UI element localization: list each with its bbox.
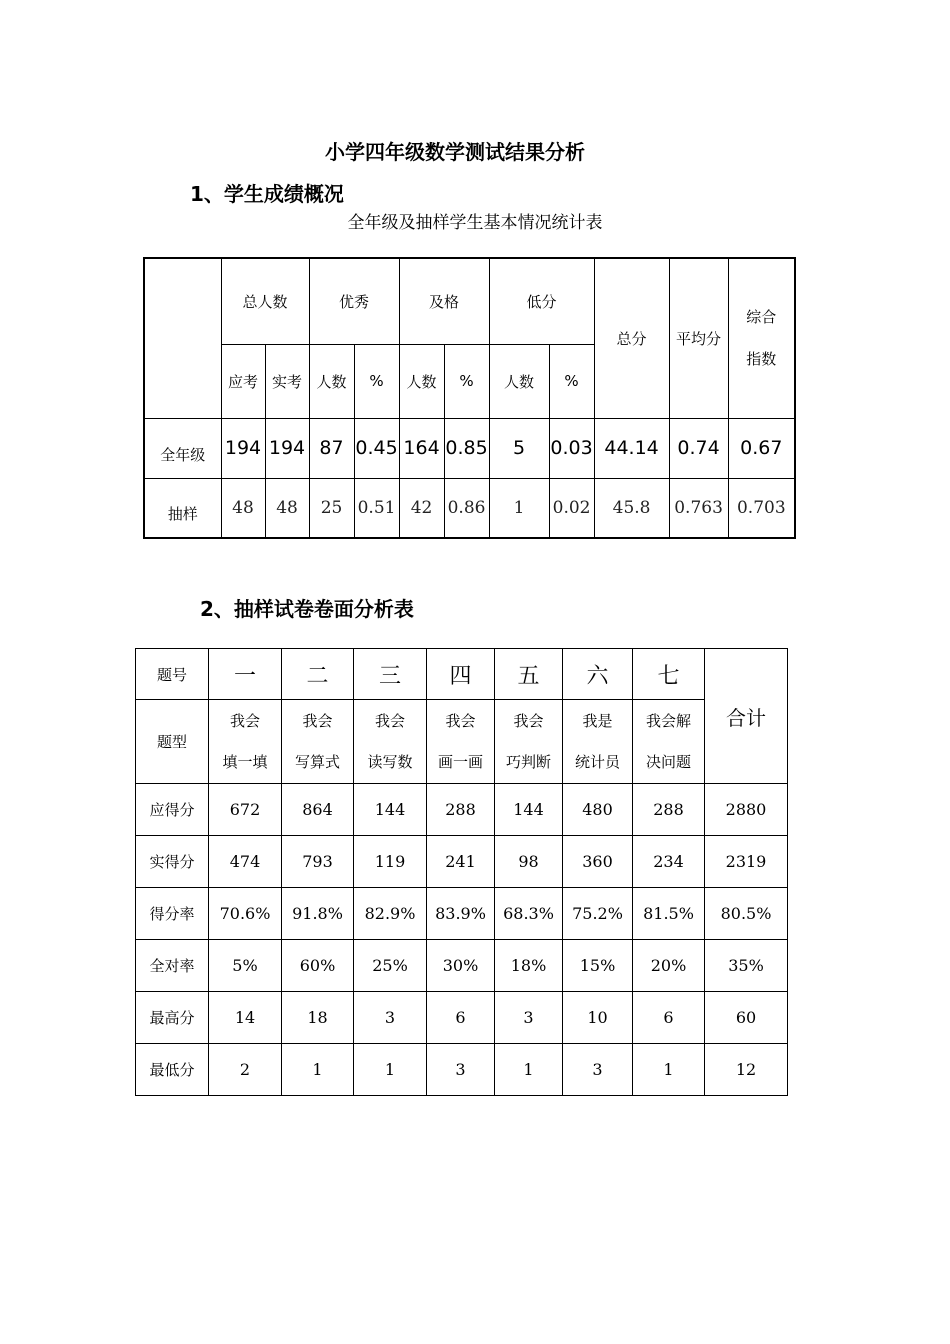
header-average: 平均分 (669, 258, 728, 418)
question-type (209, 700, 282, 784)
table-row (136, 784, 788, 836)
cell: 0.703 (728, 478, 795, 538)
cell: 30% (427, 940, 495, 992)
type-line: 我会 (513, 711, 544, 730)
table-row (136, 940, 788, 992)
header-index (728, 258, 795, 418)
header-should: 应考 (221, 344, 265, 418)
cell: 3 (563, 1044, 633, 1096)
cell: 194 (221, 418, 265, 478)
header-pass-pct: % (444, 344, 489, 418)
cell: 91.8% (282, 888, 354, 940)
question-type (282, 700, 354, 784)
table-row (136, 836, 788, 888)
cell: 0.51 (354, 478, 399, 538)
cell: 60% (282, 940, 354, 992)
question-number: 四 (427, 649, 495, 700)
cell: 6 (633, 992, 705, 1044)
question-number: 二 (282, 649, 354, 700)
cell: 0.74 (669, 418, 728, 478)
page-title: 小学四年级数学测试结果分析 (325, 140, 585, 164)
cell: 474 (209, 836, 282, 888)
question-number: 五 (495, 649, 563, 700)
cell: 80.5% (705, 888, 788, 940)
question-type (495, 700, 563, 784)
row-label-grade: 全年级 (144, 418, 221, 478)
header-low-pct: % (549, 344, 594, 418)
cell: 48 (221, 478, 265, 538)
cell: 1 (489, 478, 549, 538)
cell: 2880 (705, 784, 788, 836)
type-line: 画一画 (437, 752, 483, 771)
question-number: 七 (633, 649, 705, 700)
paper-analysis-table (135, 648, 788, 1096)
cell: 44.14 (594, 418, 669, 478)
cell: 144 (354, 784, 427, 836)
cell: 1 (633, 1044, 705, 1096)
cell: 75.2% (563, 888, 633, 940)
section1-heading: 1、学生成绩概况 (190, 182, 344, 206)
type-line: 读写数 (367, 752, 413, 771)
header-index-line2: 指数 (746, 350, 777, 369)
header-excellent-pct: % (354, 344, 399, 418)
cell: 98 (495, 836, 563, 888)
cell: 864 (282, 784, 354, 836)
cell: 360 (563, 836, 633, 888)
cell: 15% (563, 940, 633, 992)
cell: 1 (282, 1044, 354, 1096)
row-label: 全对率 (136, 940, 209, 992)
cell: 1 (495, 1044, 563, 1096)
cell: 234 (633, 836, 705, 888)
question-type (354, 700, 427, 784)
type-line: 决问题 (645, 752, 691, 771)
row-label: 实得分 (136, 836, 209, 888)
header-actual: 实考 (265, 344, 309, 418)
cell: 6 (427, 992, 495, 1044)
type-line: 我是 (582, 711, 613, 730)
header-pass: 及格 (399, 258, 489, 344)
cell: 0.67 (728, 418, 795, 478)
cell: 87 (309, 418, 354, 478)
header-pass-count: 人数 (399, 344, 444, 418)
cell: 10 (563, 992, 633, 1044)
row-label: 得分率 (136, 888, 209, 940)
table-row (144, 418, 795, 478)
question-number: 一 (209, 649, 282, 700)
cell: 83.9% (427, 888, 495, 940)
cell: 48 (265, 478, 309, 538)
cell: 82.9% (354, 888, 427, 940)
cell: 288 (427, 784, 495, 836)
cell: 70.6% (209, 888, 282, 940)
cell: 20% (633, 940, 705, 992)
table-row (136, 888, 788, 940)
cell: 5 (489, 418, 549, 478)
grade-stats-table (143, 257, 796, 539)
table-row (136, 1044, 788, 1096)
cell: 164 (399, 418, 444, 478)
cell: 1 (354, 1044, 427, 1096)
cell: 45.8 (594, 478, 669, 538)
cell: 119 (354, 836, 427, 888)
cell: 35% (705, 940, 788, 992)
cell: 3 (427, 1044, 495, 1096)
row-label-type: 题型 (136, 700, 209, 784)
total-header: 合计 (705, 649, 788, 784)
header-index-line1: 综合 (746, 308, 777, 327)
cell: 25% (354, 940, 427, 992)
cell: 194 (265, 418, 309, 478)
cell: 0.03 (549, 418, 594, 478)
type-line: 我会 (229, 711, 260, 730)
header-total: 总人数 (221, 258, 309, 344)
cell: 14 (209, 992, 282, 1044)
type-line: 我会 (374, 711, 405, 730)
cell: 0.86 (444, 478, 489, 538)
cell: 18% (495, 940, 563, 992)
question-number: 六 (563, 649, 633, 700)
question-type (563, 700, 633, 784)
type-line: 我会解 (645, 711, 691, 730)
table-row (136, 992, 788, 1044)
cell: 68.3% (495, 888, 563, 940)
row-label-sample: 抽样 (144, 478, 221, 538)
cell: 144 (495, 784, 563, 836)
cell: 480 (563, 784, 633, 836)
cell: 3 (354, 992, 427, 1044)
cell: 2 (209, 1044, 282, 1096)
cell: 18 (282, 992, 354, 1044)
cell: 42 (399, 478, 444, 538)
row-label: 应得分 (136, 784, 209, 836)
cell: 288 (633, 784, 705, 836)
cell: 5% (209, 940, 282, 992)
cell: 25 (309, 478, 354, 538)
question-type (633, 700, 705, 784)
cell: 12 (705, 1044, 788, 1096)
row-label-number: 题号 (136, 649, 209, 700)
table1-caption: 全年级及抽样学生基本情况统计表 (347, 213, 603, 233)
cell: 2319 (705, 836, 788, 888)
cell: 0.763 (669, 478, 728, 538)
type-line: 巧判断 (505, 752, 551, 771)
type-line: 我会 (302, 711, 333, 730)
type-line: 我会 (445, 711, 476, 730)
row-label: 最低分 (136, 1044, 209, 1096)
type-line: 填一填 (222, 752, 268, 771)
cell: 672 (209, 784, 282, 836)
question-type (427, 700, 495, 784)
header-score-total: 总分 (594, 258, 669, 418)
corner-cell (144, 258, 221, 418)
cell: 793 (282, 836, 354, 888)
cell: 0.02 (549, 478, 594, 538)
cell: 81.5% (633, 888, 705, 940)
cell: 3 (495, 992, 563, 1044)
row-label: 最高分 (136, 992, 209, 1044)
cell: 60 (705, 992, 788, 1044)
table-row (144, 478, 795, 538)
cell: 0.85 (444, 418, 489, 478)
question-number: 三 (354, 649, 427, 700)
section2-heading: 2、抽样试卷卷面分析表 (200, 597, 414, 621)
cell: 241 (427, 836, 495, 888)
type-line: 写算式 (294, 752, 340, 771)
cell: 0.45 (354, 418, 399, 478)
header-excellent: 优秀 (309, 258, 399, 344)
header-low: 低分 (489, 258, 594, 344)
header-excellent-count: 人数 (309, 344, 354, 418)
header-low-count: 人数 (489, 344, 549, 418)
type-line: 统计员 (574, 752, 620, 771)
